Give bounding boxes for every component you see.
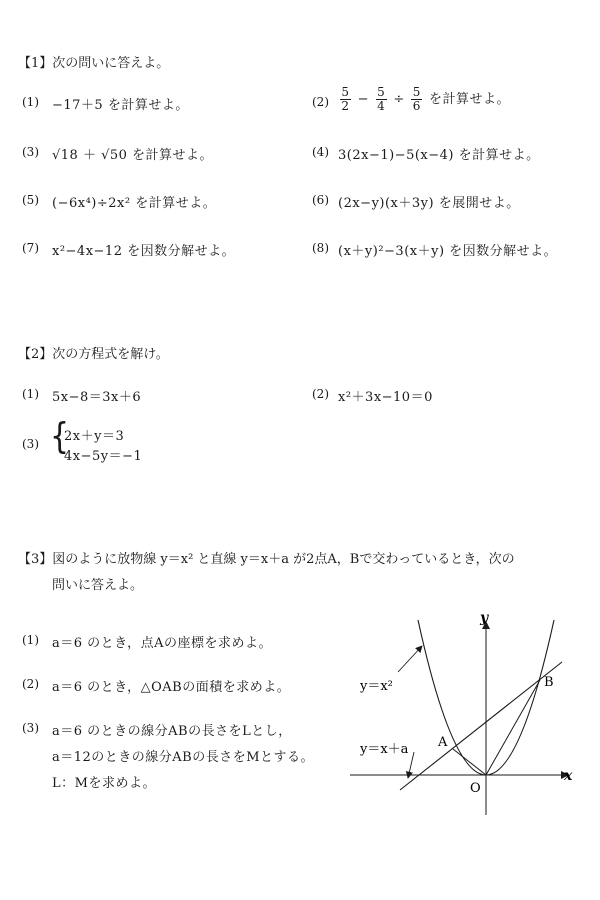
s1-q1-number: (1) [22, 95, 39, 109]
parabola-line-figure [340, 600, 590, 825]
s1-q5-number: (5) [22, 193, 39, 207]
s1-q4-number: (4) [312, 145, 329, 159]
s2-q2-text: x²＋3x−10＝0 [338, 390, 433, 405]
s3-q3-number: (3) [22, 721, 39, 735]
s1-q7-text: x²−4x−12 を因数分解せよ。 [52, 244, 236, 259]
s1-q5-text: (−6x⁴)÷2x² を計算せよ。 [52, 196, 217, 211]
minus-operator: − [357, 92, 370, 107]
s2-q1-number: (1) [22, 387, 39, 401]
fraction-5-6: $\frac{5}{6}$ [412, 85, 421, 113]
s3-q2-text: a＝6 のとき，△OABの面積を求めよ。 [52, 680, 291, 695]
label-parabola: y＝x² [360, 679, 393, 694]
s1-q2-instruction: を計算せよ。 [429, 92, 511, 107]
system-brace: { [50, 415, 70, 458]
s3-q1-number: (1) [22, 633, 39, 647]
s2-q1-text: 5x−8＝3x＋6 [52, 390, 142, 405]
point-b-label: B [544, 675, 554, 690]
section3-title-line2: 問いに答えよ。 [52, 578, 144, 593]
s1-q7-number: (7) [22, 241, 39, 255]
axis-y-label: y [480, 610, 489, 626]
parabola-pointer [398, 646, 422, 672]
point-a-label: A [438, 735, 448, 750]
s1-q4-text: 3(2x−1)−5(x−4) を計算せよ。 [338, 148, 540, 163]
s2-q2-number: (2) [312, 387, 329, 401]
section3-title-line1: 【3】図のように放物線 y＝x² と直線 y＝x＋a が2点A，Bで交わっているとき，次の [18, 552, 515, 567]
s2-q3-equation1: 2x＋y＝3 [64, 429, 125, 444]
s1-q3-text: √18 ＋ √50 を計算せよ。 [52, 148, 214, 163]
label-line: y＝x＋a [360, 742, 409, 757]
s1-q6-text: (2x−y)(x＋3y) を展開せよ。 [338, 196, 520, 211]
fraction-5-4: $\frac{5}{4}$ [377, 85, 386, 113]
s3-q3-line1: a＝6 のときの線分ABの長さをLとし， [52, 724, 292, 739]
s1-q2-number: (2) [312, 95, 329, 109]
axis-x-label: x [564, 768, 573, 784]
divide-operator: ÷ [393, 92, 405, 107]
s3-q3-line3: L：Mを求めよ。 [52, 776, 156, 791]
s1-q8-text: (x＋y)²−3(x＋y) を因数分解せよ。 [338, 244, 558, 259]
segment-ob [486, 680, 540, 775]
line-pointer [408, 752, 414, 778]
s3-q1-text: a＝6 のとき，点Aの座標を求めよ。 [52, 636, 273, 651]
segment-oa [453, 749, 486, 775]
s3-q2-number: (2) [22, 677, 39, 691]
section1-title: 【1】次の問いに答えよ。 [18, 56, 170, 71]
origin-label: O [470, 781, 481, 796]
s1-q1-text: −17＋5 を計算せよ。 [52, 98, 189, 113]
s3-q3-line2: a＝12のときの線分ABの長さをMとする。 [52, 750, 315, 765]
s1-q8-number: (8) [312, 241, 329, 255]
s1-q2-expression [338, 86, 510, 113]
s1-q3-number: (3) [22, 145, 39, 159]
s2-q3-equation2: 4x−5y＝−1 [64, 449, 143, 464]
s2-q3-number: (3) [22, 437, 39, 451]
section2-title: 【2】次の方程式を解け。 [18, 347, 169, 362]
fraction-5-2: $\frac{5}{2}$ [341, 85, 350, 113]
s1-q6-number: (6) [312, 193, 329, 207]
